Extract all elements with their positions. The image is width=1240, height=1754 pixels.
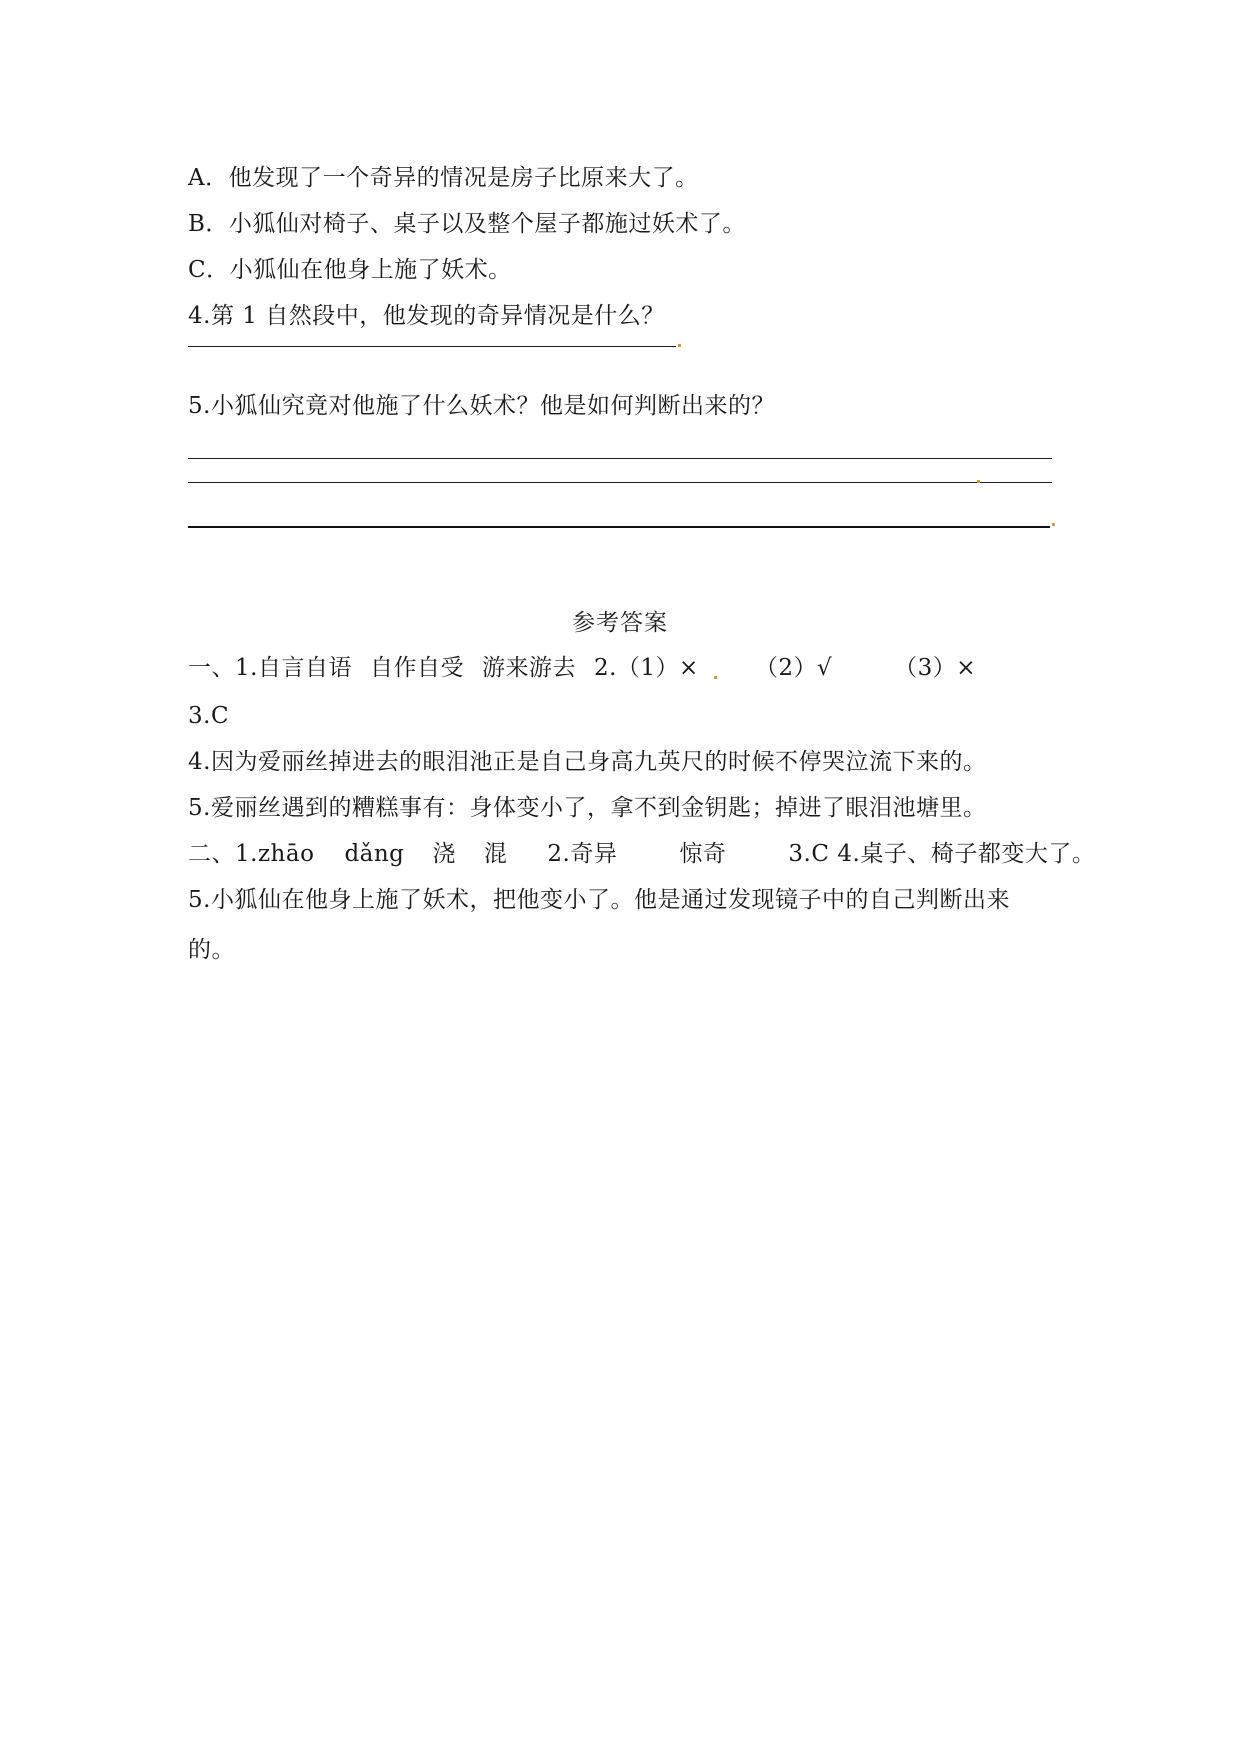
answer-1-5: 5.爱丽丝遇到的糟糕事有：身体变小了，拿不到金钥匙；掉进了眼泪池塘里。	[188, 795, 987, 821]
answers-title: 参考答案	[572, 610, 668, 636]
answer-2-5-line1: 5.小狐仙在他身上施了妖术，把他变小了。他是通过发现镜子中的自己判断出来	[188, 887, 1010, 913]
answer-1-3: 3.C	[188, 703, 230, 729]
answer-line-q5-1[interactable]	[188, 458, 1052, 459]
answer-1-2c: （3）×	[894, 655, 977, 681]
mark-dot	[678, 344, 681, 347]
answer-2-2a: 2.奇异	[547, 841, 618, 867]
option-a: A．他发现了一个奇异的情况是房子比原来大了。	[188, 165, 699, 191]
answer-section-1	[188, 653, 976, 683]
answer-line-q4[interactable]	[188, 346, 676, 347]
mark-dot	[977, 480, 980, 483]
answer-line-q5-3[interactable]	[188, 526, 1050, 528]
option-c: C．小狐仙在他身上施了妖术。	[188, 257, 512, 283]
answer-2-2b: 惊奇	[679, 841, 727, 867]
mark-dot	[1052, 523, 1055, 526]
answer-2-4: 4.桌子、椅子都变大了。	[837, 841, 1096, 867]
answer-1-4: 4.因为爱丽丝掉进去的眼泪池正是自己身高九英尺的时候不停哭泣流下来的。	[188, 749, 987, 775]
answer-section-2	[188, 839, 1095, 869]
answer-2-1a: 二、1.zhāo	[188, 841, 315, 867]
answer-2-1c: 浇	[432, 841, 456, 867]
question-4: 4.第 1 自然段中，他发现的奇异情况是什么？	[188, 303, 665, 329]
answer-1-2b: （2）√	[754, 655, 833, 681]
answer-2-1d: 混	[483, 841, 508, 867]
answer-1-2a: 2.（1）×	[593, 655, 699, 681]
option-b: B．小狐仙对椅子、桌子以及整个屋子都施过妖术了。	[188, 211, 746, 237]
answer-1-1b: 自作自受	[369, 655, 464, 681]
answer-2-5-line2: 的。	[188, 937, 235, 963]
answer-2-3: 3.C	[788, 841, 830, 867]
mark-dot	[714, 676, 717, 679]
answer-1-1c: 游来游去	[481, 655, 576, 681]
answer-2-1b: dǎng	[344, 841, 405, 867]
question-5: 5.小狐仙究竟对他施了什么妖术？他是如何判断出来的？	[188, 393, 775, 419]
answer-line-q5-2[interactable]	[188, 482, 1052, 483]
answer-1-1: 一、1.自言自语	[188, 655, 352, 681]
